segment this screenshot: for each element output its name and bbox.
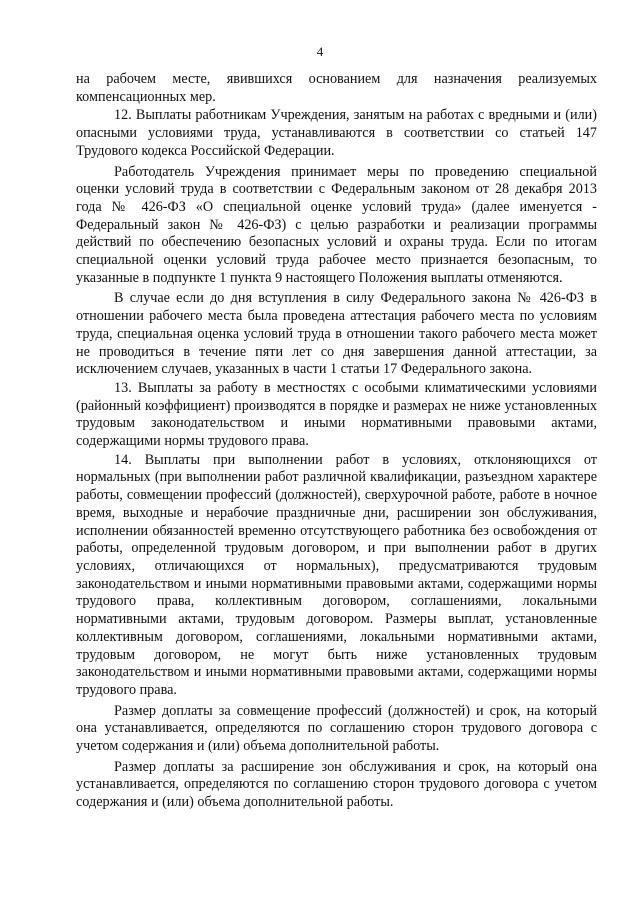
paragraph-item-13: 13. Выплаты за работу в местностях с особыми климатическими условиями (районный коэффициент) производятся в порядке и размерах не ниже установленных трудовым законодательством и иными нормативными правовыми актами, содержащими нормы трудового права. (76, 379, 597, 450)
paragraph-combination-pay: Размер доплаты за совмещение профессий (должностей) и срок, на который она устанавливается, определяются по соглашению сторон трудового договора с учетом содержания и (или) объема дополнительной работы. (76, 702, 597, 755)
paragraph-item-14: 14. Выплаты при выполнении работ в условиях, отклоняющихся от нормальных (при выполнении работ различной квалификации, разъездном характере работы, совмещении профессий (должностей), сверхурочной работе, работе в ночное время, выходные и нерабочие праздничные дни, расширении зон обслуживания, исполнении обязанностей временно отсутствующего работника без освобождения от работы, определенной трудовым договором, и при выполнении работ в других условиях, отличающихся от нормальных), предусматриваются трудовым законодательством и иными нормативными правовыми актами, содержащими нормы трудового права, коллективным договором, соглашениями, локальными нормативными актами, трудовым договором. Размеры выплат, установленные коллективным договором, соглашениями, локальными нормативными актами, трудовым договором, не могут быть ниже установленных трудовым законодательством и иными нормативными правовыми актами, содержащими нормы трудового права. (76, 451, 597, 698)
paragraph-continuation: на рабочем месте, явившихся основанием для назначения реализуемых компенсационных мер. (76, 71, 597, 105)
paragraph-special-assessment: Работодатель Учреждения принимает меры по проведению специальной оценки условий труда в соответствии с Федеральным законом от 28 декабря 2013 года № 426-ФЗ «О специальной оценке условий труда» (далее именуется - Федеральный закон № 426-ФЗ) с целью разработки и реализации программы действий по обеспечению безопасных условий и охраны труда. Если по итогам специальной оценки условий труда рабочее место признается безопасным, то указанные в подпункте 1 пункта 9 настоящего Положения выплаты отменяются. (76, 163, 597, 286)
paragraph-service-zone-pay: Размер доплаты за расширение зон обслуживания и срок, на который она устанавливается, определяются по соглашению сторон трудового договора с учетом содержания и (или) объема дополнительной работы. (76, 758, 597, 811)
paragraph-item-12: 12. Выплаты работникам Учреждения, занятым на работах с вредными и (или) опасными условиями труда, устанавливаются в соответствии со статьей 147 Трудового кодекса Российской Федерации. (76, 107, 597, 159)
document-body (76, 71, 597, 812)
paragraph-certification: В случае если до дня вступления в силу Федерального закона № 426-ФЗ в отношении рабочего места была проведена аттестация рабочего места по условиям труда, специальная оценка условий труда в отношении такого рабочего места может не проводиться в течение пяти лет со дня завершения данной аттестации, за исключением случаев, указанных в части 1 статьи 17 Федерального закона. (76, 290, 597, 378)
page-number: 4 (316, 44, 324, 59)
